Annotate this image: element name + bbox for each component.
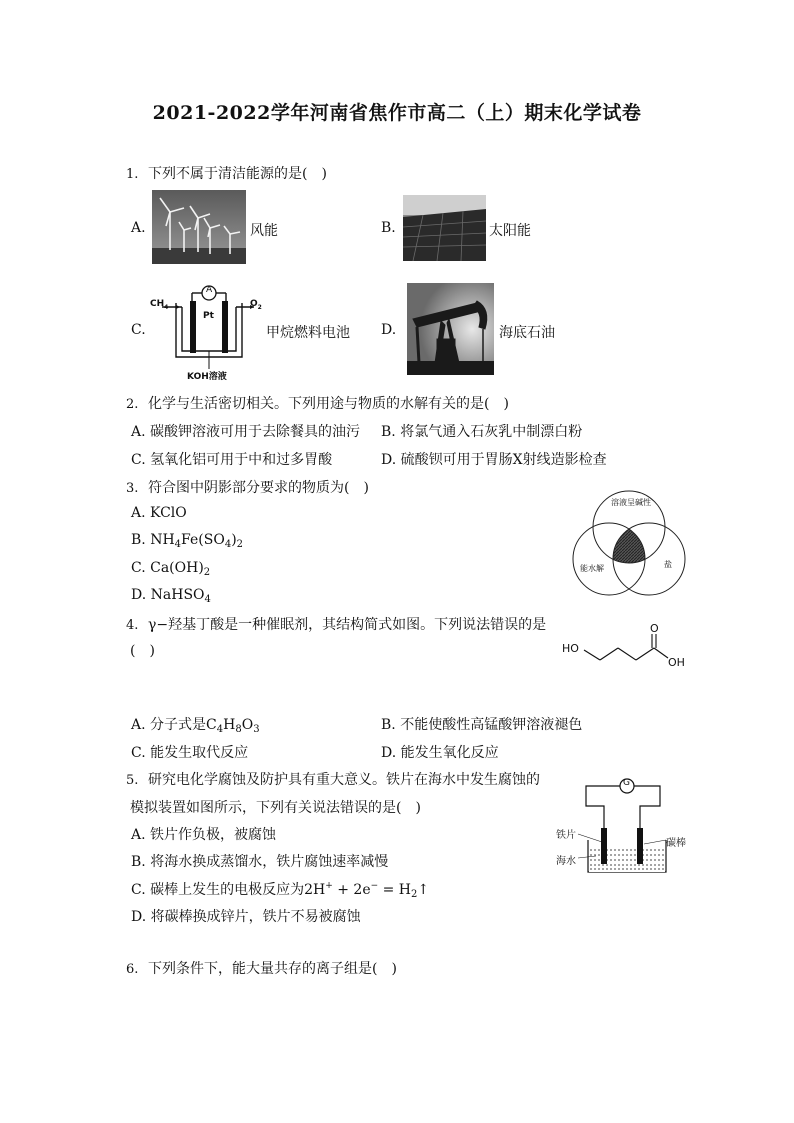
option-letter: B. (131, 532, 146, 548)
venn-label-alkaline: 溶液呈碱性 (611, 498, 651, 507)
option-letter: A. (131, 424, 146, 440)
question-3 (126, 477, 369, 497)
o-label: O (650, 622, 659, 635)
option-label: 太阳能 (489, 223, 531, 239)
pt-label: Pt (203, 311, 214, 321)
option-text: 将氯气通入石灰乳中制漂白粉 (400, 424, 583, 440)
option-text: 铁片作负极，被腐蚀 (150, 827, 277, 843)
question-number: 6. (126, 962, 139, 977)
option-d: D. NaHSO$_4$ (131, 587, 211, 605)
ch4-text: CH (150, 299, 165, 309)
koh-label: KOH溶液 (187, 372, 227, 382)
question-4 (126, 614, 546, 634)
o2-label (250, 299, 262, 311)
question-4-cont: ( ) (130, 643, 155, 659)
option-text: 能发生取代反应 (150, 745, 249, 761)
option-letter: C. (131, 745, 146, 761)
question-number: 3. (126, 481, 139, 496)
fuel-cell-diagram (150, 277, 262, 383)
page-title: 2021-2022学年河南省焦作市高二（上）期末化学试卷 (152, 102, 642, 124)
option-text: 不能使酸性高锰酸钾溶液褪色 (400, 717, 583, 733)
option-label: 风能 (250, 223, 278, 239)
option-text: 能发生氧化反应 (400, 745, 499, 761)
option-text: 将碳棒换成锌片，铁片不易被腐蚀 (150, 909, 361, 925)
venn-label-salt: 盐 (664, 560, 672, 569)
oil-pump-photo (407, 283, 494, 375)
option-letter: B. (131, 854, 146, 870)
question-6 (126, 958, 397, 978)
option-letter: A. (131, 827, 146, 843)
question-number: 5. (126, 773, 139, 788)
ch4-label (150, 299, 168, 311)
o2-text: O (250, 299, 258, 309)
option-a (131, 505, 187, 521)
option-letter: D. (381, 745, 397, 761)
option-letter: D. (131, 587, 147, 603)
question-number: 2. (126, 397, 139, 412)
oh-label: OH (668, 656, 685, 669)
question-text: 研究电化学腐蚀及防护具有重大意义。铁片在海水中发生腐蚀的 (148, 772, 540, 788)
option-d (131, 906, 361, 926)
seawater-label: 海水 (556, 856, 576, 867)
option-letter: D. (381, 322, 397, 338)
iron-label: 铁片 (556, 830, 576, 841)
option-letter: C. (131, 560, 146, 576)
option-letter: C. (131, 452, 146, 468)
option-text: 氢氧化铝可用于中和过多胃酸 (150, 452, 333, 468)
venn-diagram (568, 485, 690, 603)
option-a (131, 421, 360, 441)
galvanometer-label: G (623, 778, 630, 788)
option-letter: B. (381, 717, 396, 733)
o2-subscript: 2 (257, 304, 262, 311)
option-a (131, 824, 276, 844)
option-b (381, 421, 582, 441)
option-b (131, 851, 388, 871)
option-letter: A. (131, 717, 146, 733)
option-letter: D. (131, 909, 147, 925)
option-letter: B. (381, 220, 396, 236)
question-5 (126, 769, 540, 789)
question-text: 符合图中阴影部分要求的物质为( ) (148, 480, 369, 496)
option-label: 甲烷燃料电池 (266, 325, 350, 341)
question-text: 下列条件下，能大量共存的离子组是( ) (148, 961, 397, 977)
option-d (381, 742, 499, 762)
carbon-label: 碳棒 (666, 838, 686, 849)
ch4-subscript: 4 (164, 304, 169, 311)
question-text: 化学与生活密切相关。下列用途与物质的水解有关的是( ) (148, 396, 509, 412)
option-letter: D. (381, 452, 397, 468)
question-2 (126, 393, 509, 413)
option-letter: B. (381, 424, 396, 440)
option-c: C. $Ca(OH)_2$ (131, 560, 211, 578)
option-text: 硫酸钡可用于胃肠X射线造影检查 (400, 452, 607, 468)
solar-panel-photo (403, 195, 486, 261)
option-b (381, 714, 582, 734)
option-b: B. $NH_4Fe(SO_4)_2$ (131, 532, 244, 550)
question-number: 4. (126, 618, 139, 633)
option-letter: A. (131, 505, 146, 521)
corrosion-device (556, 772, 692, 878)
venn-label-hydrolysis: 能水解 (580, 564, 604, 573)
ho-label: HO (562, 642, 579, 655)
option-c (131, 449, 332, 469)
ammeter-label: A (206, 285, 213, 295)
option-text: KClO (150, 505, 187, 521)
option-text: 碳酸钾溶液可用于去除餐具的油污 (150, 424, 361, 440)
option-a: A. 分子式是$C_4H_8O_3$ (131, 717, 260, 735)
question-text: 下列不属于清洁能源的是( ) (148, 166, 327, 182)
question-number: 1. (126, 167, 139, 182)
option-label: 海底石油 (499, 325, 555, 341)
question-5-cont: 模拟装置如图所示，下列有关说法错误的是( ) (130, 800, 421, 816)
option-letter: C. (131, 882, 146, 898)
wind-turbine-photo (152, 190, 246, 264)
question-1 (126, 163, 327, 183)
option-text: 将海水换成蒸馏水，铁片腐蚀速率减慢 (150, 854, 389, 870)
structure-formula (560, 620, 692, 680)
option-letter: C. (131, 322, 146, 338)
option-c: C. 碳棒上发生的电极反应为$2H^+ + 2e^- = H_2↑$ (131, 881, 430, 900)
option-letter: A. (131, 220, 146, 236)
option-c (131, 742, 248, 762)
question-text: γ−羟基丁酸是一种催眠剂，其结构简式如图。下列说法错误的是 (148, 617, 547, 633)
option-d (381, 449, 607, 469)
